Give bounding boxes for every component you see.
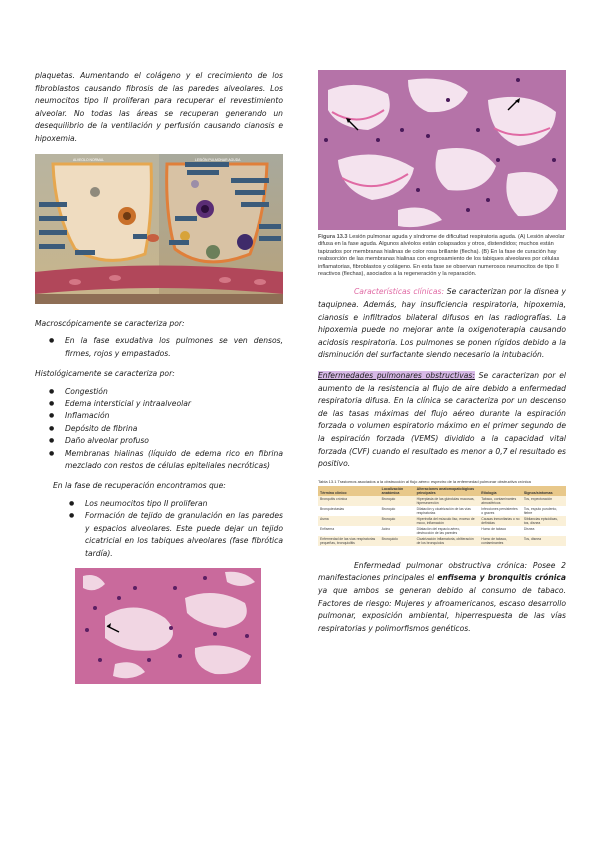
copd-paragraph (318, 560, 566, 636)
table-header-cell: Etiología (479, 486, 522, 496)
copd-table (318, 486, 566, 546)
table-cell: Acino (380, 526, 415, 536)
table-cell: Cicatrización inflamatoria, obliteración de los bronquiolos (415, 536, 480, 546)
list-item: ● Inflamación (49, 410, 283, 422)
table-cell: Tos, esputo purulento, fiebre (522, 506, 566, 516)
recovery-list (35, 498, 283, 560)
table-cell: Infecciones persistentes o graves (479, 506, 522, 516)
table-cell: Tos, expectoración (522, 496, 566, 506)
table-cell: Bronquiectasias (318, 506, 380, 516)
histology-image-b (75, 568, 261, 684)
table-cell: Tabaco, contaminantes atmosféricos (479, 496, 522, 506)
diagram-title-left: ALVEOLO NORMAL (73, 157, 105, 162)
ali-diagram (35, 154, 283, 304)
table-cell: Disnea (522, 526, 566, 536)
table-cell: Bronquio (380, 506, 415, 516)
copd-bold: enfisema y bronquitis crónica (437, 573, 566, 583)
tissue-micrograph-a (318, 70, 566, 230)
table-cell: Bronquiolo (380, 536, 415, 546)
table-cell: Sibilancias episódicas, tos, disnea (522, 516, 566, 526)
list-item: ● Depósito de fibrina (49, 423, 283, 435)
list-item: ● Formación de tejido de granulación en las paredes y espacios alveolares. Este puede dejar un tejido cicatricial en los tabiques alveolares (fase fibrótica tardía). (69, 510, 283, 560)
table-header-row (318, 486, 566, 496)
copd-intro: Enfermedad pulmonar obstructiva crónica: Posee 2 manifestaciones principales el (318, 560, 566, 583)
table-cell: Bronquio (380, 516, 415, 526)
table-title: Tabla 13.1 Trastornos asociados a la obstrucción al flujo aéreo: espectro de la enfermedad pulmonar obstructiva crónica (318, 478, 531, 484)
table-row (318, 496, 566, 506)
diagram-title-right: LESIÓN PULMONAR AGUDA (195, 157, 241, 162)
table-header-cell: Signos/síntomas (522, 486, 566, 496)
table-header-cell: Alteraciones anatomopatológicas principales (415, 486, 480, 496)
table-cell: Humo de tabaco (479, 526, 522, 536)
figure-caption-label: Figura 13.3 (318, 234, 348, 240)
table-header-cell: Localización anatómica (380, 486, 415, 496)
table-cell: Enfermedad de las vías respiratorias pequeñas, bronquiolitis (318, 536, 380, 546)
table-cell: Enfisema (318, 526, 380, 536)
table-cell: Hiperplasia de las glándulas mucosas, hipersecreción (415, 496, 480, 506)
right-column (318, 70, 566, 643)
figure-caption-text: Lesión pulmonar aguda y síndrome de dificultad respiratoria aguda. (A) Lesión alveolar difusa en la fase aguda. Algunos alvéolos están colapsados y otros, distendidos; muchos están tapizados por membranas hialinas de color rosa brillante (flecha). (B) En la fase de curación hay reabsorción de las membranas hialinas con engrosamiento de los tabiques alveolares por células inflamatorias, fibroblastos y colágeno. En esta fase se observan numerosos neumocitos de tipo II reactivos (flechas), asociados a la regeneración y la reparación. (318, 234, 565, 278)
table-cell: Humo de tabaco, contaminantes (479, 536, 522, 546)
table-row (318, 526, 566, 536)
copd-rest: ya que ambos se generan debido al consumo de tabaco. Factores de riesgo: Mujeres y afroamericanos, escaso desarrollo pulmonar, exposición ambiental, hiperrespuesta de las vías respiratorias y polimorfismos genéticos. (318, 585, 566, 633)
clinical-paragraph (318, 286, 566, 362)
ali-diagram-figure (35, 154, 283, 304)
table-cell: Dilatación y cicatrización de las vías respiratorias (415, 506, 480, 516)
obstructive-text: Se caracterizan por el aumento de la resistencia al flujo de aire debido a enfermedad respiratoria difusa. En la clínica se caracteriza por un descenso de las tasas máximas del flujo aéreo durante la espiración forzada o volumen espiratorio máximo en el primer segundo de la espiración forzada (VEMS) dividido a la capacidad vital forzada (CVF) cuando el resultado es menor a 0,7 el resultado es positivo. (318, 371, 566, 469)
copd-table-figure (318, 479, 566, 546)
recovery-heading: En la fase de recuperación encontramos que: (53, 481, 226, 491)
list-item: ● Daño alveolar profuso (49, 435, 283, 447)
table-cell: Dilatación del espacio aéreo, destrucción de las paredes (415, 526, 480, 536)
intro-paragraph: plaquetas. Aumentando el colágeno y el crecimiento de los fibroblastos causando fibrosis de las paredes alveolares. Los neumocitos tipo II proliferan para recuperar el revestimiento alveolar. No todas las áreas se recuperan generando un desequilibrio de la ventilación y perfusión causando cianosis e hipoxemia. (35, 71, 283, 143)
table-cell: Tos, disnea (522, 536, 566, 546)
table-cell: Asma (318, 516, 380, 526)
table-header-cell: Término clínico (318, 486, 380, 496)
macro-heading: Macroscópicamente se caracteriza por: (35, 318, 185, 328)
obstructive-label: Enfermedades pulmonares obstructivas: (318, 371, 475, 380)
macro-list (35, 335, 283, 360)
list-item: ● Los neumocitos tipo II proliferan (69, 498, 283, 510)
table-row (318, 506, 566, 516)
figure-caption (318, 234, 566, 278)
table-cell: Causas inmunitarias o no definidas (479, 516, 522, 526)
histo-heading: Histológicamente se caracteriza por: (35, 368, 175, 378)
table-cell: Bronquio (380, 496, 415, 506)
left-column (35, 70, 283, 684)
list-item: ● Edema intersticial y intraalveolar (49, 398, 283, 410)
histo-list (35, 386, 283, 473)
table-row (318, 536, 566, 546)
list-item: ● Membranas hialinas (líquido de edema rico en fibrina mezclado con restos de células epiteliales necróticas) (49, 448, 283, 473)
list-item: ● En la fase exudativa los pulmones se ven densos, firmes, rojos y empastados. (49, 335, 283, 360)
clinical-text: Se caracterizan por la disnea y taquipnea. Además, hay insuficiencia respiratoria, hipoxemia, cianosis e infiltrados bilateral difusos en las radiografías. La hipoxemia puede no mejorar ante la oxigenoterapia causando acidosis respiratoria. Los pulmones se ponen rígidos debido a la disminución del surfactante siendo necesario la intubación. (318, 287, 566, 360)
histology-image-a (318, 70, 566, 230)
table-cell: Bronquitis crónica (318, 496, 380, 506)
table-row (318, 516, 566, 526)
clinical-label: Características clínicas: (354, 287, 445, 297)
list-item: ● Congestión (49, 386, 283, 398)
table-cell: Hipertrofia del músculo liso, exceso de moco, inflamación (415, 516, 480, 526)
tissue-micrograph-b (75, 568, 261, 684)
obstructive-paragraph (318, 370, 566, 471)
